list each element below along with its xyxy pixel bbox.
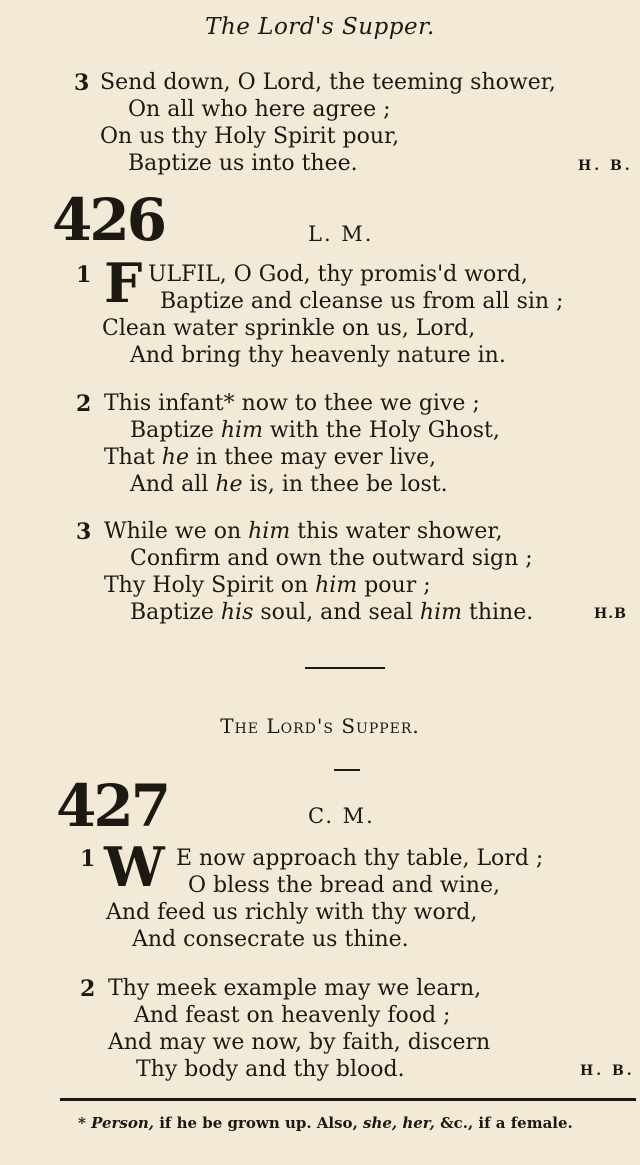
verse-number: 1	[80, 846, 96, 872]
verse-number: 2	[76, 391, 92, 417]
drop-cap: W	[104, 835, 165, 899]
verse-number: 1	[76, 262, 92, 288]
drop-cap: F	[104, 251, 143, 315]
hymn-line: O bless the bread and wine,	[188, 873, 500, 898]
hymn-line: While we on him this water shower,	[104, 519, 503, 544]
section-title: The Lord's Supper.	[220, 714, 420, 738]
hymn-line: And all he is, in thee be lost.	[130, 472, 448, 497]
verse-number: 2	[80, 976, 96, 1002]
hymn-line: On all who here agree ;	[128, 97, 391, 122]
hymn-line: Confirm and own the outward sign ;	[130, 546, 533, 571]
author-credit: H.B	[594, 606, 627, 622]
hymn-line: Send down, O Lord, the teeming shower,	[100, 70, 556, 95]
author-credit: H. B.	[580, 1063, 635, 1079]
section-divider	[305, 667, 385, 669]
hymn-line: Thy meek example may we learn,	[108, 976, 482, 1001]
hymn-line: Clean water sprinkle on us, Lord,	[102, 316, 476, 341]
hymn-line: Baptize him with the Holy Ghost,	[130, 418, 500, 443]
hymn-line: This infant* now to thee we give ;	[104, 391, 480, 416]
hymn-line: Thy Holy Spirit on him pour ;	[104, 573, 431, 598]
hymn-line: And feast on heavenly food ;	[134, 1003, 451, 1028]
hymn-number: 426	[52, 186, 165, 254]
hymn-line: Baptize and cleanse us from all sin ;	[160, 289, 564, 314]
footnote-rule	[60, 1098, 636, 1101]
verse-number: 3	[74, 70, 90, 96]
running-head: The Lord's Supper.	[205, 14, 435, 40]
hymn-line: ULFIL, O God, thy promis'd word,	[148, 262, 528, 287]
hymn-line: Baptize us into thee.	[128, 151, 358, 176]
hymn-line: And consecrate us thine.	[132, 927, 409, 952]
hymn-line: And feed us richly with thy word,	[106, 900, 478, 925]
hymn-line: Baptize his soul, and seal him thine.	[130, 600, 534, 625]
hymn-meter: L. M.	[308, 222, 374, 246]
hymn-line: Thy body and thy blood.	[136, 1057, 405, 1082]
hymn-line: E now approach thy table, Lord ;	[176, 846, 544, 871]
author-credit: H. B.	[578, 158, 633, 174]
hymn-number: 427	[56, 772, 169, 840]
verse-number: 3	[76, 519, 92, 545]
short-rule	[334, 769, 360, 771]
hymn-line: And bring thy heavenly nature in.	[130, 343, 506, 368]
hymn-meter: C. M.	[308, 804, 375, 828]
footnote: * Person, if he be grown up. Also, she, her, &c., if a female.	[78, 1114, 573, 1132]
hymn-line: On us thy Holy Spirit pour,	[100, 124, 400, 149]
hymn-line: And may we now, by faith, discern	[108, 1030, 491, 1055]
hymn-line: That he in thee may ever live,	[104, 445, 437, 470]
